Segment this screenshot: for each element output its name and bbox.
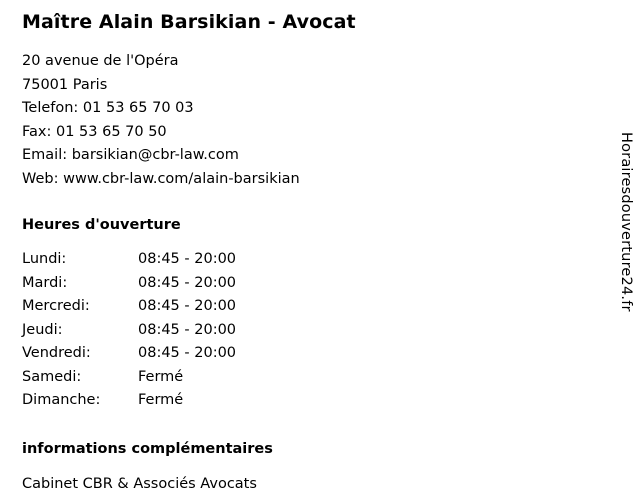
table-row <box>22 366 338 390</box>
address-line-city: 75001 Paris <box>22 76 108 93</box>
hours-time-value: 08:45 - 20:00 <box>138 274 237 291</box>
watermark-brand: Horairesdouverture24.fr <box>618 132 634 312</box>
hours-time-value: 08:45 - 20:00 <box>138 298 237 314</box>
additional-info-heading: informations complémentaires <box>22 440 273 457</box>
table-row <box>22 248 338 272</box>
hours-time-value: 08:45 - 20:00 <box>138 345 237 361</box>
hours-day-label: Mardi: <box>22 274 68 291</box>
table-row <box>22 319 338 343</box>
hours-time-value: 08:45 - 20:00 <box>138 251 237 267</box>
table-row <box>22 295 338 319</box>
hours-day-label: Jeudi: <box>22 321 63 338</box>
opening-hours-table <box>22 248 338 413</box>
additional-info-text: Cabinet CBR & Associés Avocats <box>22 475 257 492</box>
table-row <box>22 389 338 413</box>
hours-day-label: Lundi: <box>22 251 67 267</box>
address-line-email: Email: barsikian@cbr-law.com <box>22 147 239 163</box>
address-line-fax: Fax: 01 53 65 70 50 <box>22 123 167 140</box>
business-card <box>22 10 582 495</box>
page-title: Maître Alain Barsikian - Avocat <box>22 11 356 33</box>
hours-day-label: Samedi: <box>22 368 82 385</box>
opening-hours-heading: Heures d'ouverture <box>22 217 181 233</box>
address-block <box>22 50 582 191</box>
hours-day-label: Mercredi: <box>22 298 90 314</box>
table-row <box>22 272 338 296</box>
address-line-street: 20 avenue de l'Opéra <box>22 53 179 69</box>
hours-time-value: Fermé <box>138 392 184 408</box>
hours-time-value: Fermé <box>138 368 184 385</box>
table-row <box>22 342 338 366</box>
address-line-web: Web: www.cbr-law.com/alain-barsikian <box>22 170 300 187</box>
hours-day-label: Vendredi: <box>22 345 91 361</box>
address-line-phone: Telefon: 01 53 65 70 03 <box>22 100 194 116</box>
hours-day-label: Dimanche: <box>22 392 101 408</box>
hours-time-value: 08:45 - 20:00 <box>138 321 237 338</box>
